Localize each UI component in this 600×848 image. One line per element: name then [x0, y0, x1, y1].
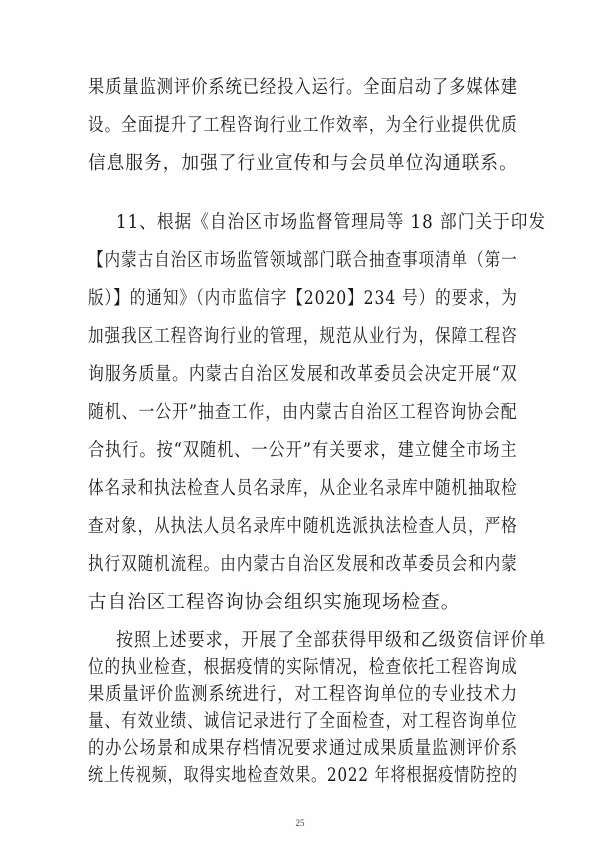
text-line: 【内蒙古自治区市场监管领域部门联合抽查事项清单（第一: [88, 250, 518, 271]
text-line: 询服务质量。内蒙古自治区发展和改革委员会决定开展“双: [88, 364, 518, 385]
text-line: 查对象，从执法人员名录库中随机选派执法检查人员，严格: [88, 516, 518, 537]
page-number: 25: [295, 818, 305, 828]
text-line: 加强我区工程咨询行业的管理，规范从业行为，保障工程咨: [88, 326, 518, 347]
text-line: 随机、一公开”抽查工作，由内蒙古自治区工程咨询协会配: [88, 402, 518, 423]
text-line: 果质量监测评价系统已经投入运行。全面启动了多媒体建: [88, 77, 519, 98]
text-line: 合执行。按“双随机、一公开”有关要求，建立健全市场主: [88, 440, 518, 461]
text-line: 信息服务，加强了行业宣传和与会员单位沟通联系。: [88, 153, 518, 174]
text-line: 的办公场景和成果存档情况要求通过成果质量监测评价系: [88, 738, 519, 759]
text-line: 设。全面提升了工程咨询行业工作效率，为全行业提供优质: [88, 115, 518, 136]
text-line: 量、有效业绩、诚信记录进行了全面检查，对工程咨询单位: [88, 711, 518, 732]
text-line: 执行双随机流程。由内蒙古自治区发展和改革委员会和内蒙: [88, 554, 518, 575]
text-line: 按照上述要求，开展了全部获得甲级和乙级资信评价单: [116, 630, 547, 651]
text-line: 11、根据《自治区市场监督管理局等 18 部门关于印发: [116, 212, 547, 233]
text-line: 古自治区工程咨询协会组织实施现场检查。: [88, 592, 461, 613]
text-line: 果质量评价监测系统进行，对工程咨询单位的专业技术力: [88, 684, 519, 705]
text-line: 体名录和执法检查人员名录库，从企业名录库中随机抽取检: [88, 478, 518, 499]
text-line: 统上传视频，取得实地检查效果。2022 年将根据疫情防控的: [88, 765, 518, 786]
text-line: 位的执业检查，根据疫情的实际情况，检查依托工程咨询成: [88, 657, 518, 678]
text-line: 版）】的通知》（内市监信字【2020】234 号）的要求，为: [88, 288, 518, 309]
